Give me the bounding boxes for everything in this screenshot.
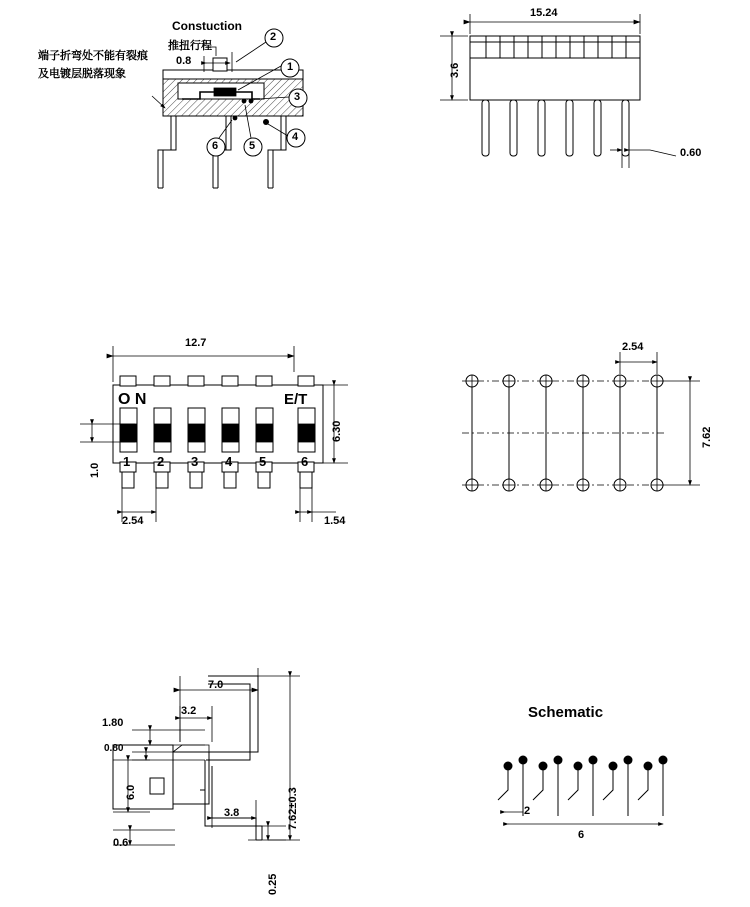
pcb-pitch-dim: 2.54 [622,341,644,353]
side-view-graphics [440,14,676,168]
callout-6: 6 [212,140,219,152]
stroke-label: 推扭行程 [168,39,212,52]
direction-label: E/T [284,391,308,408]
pin-dim-6-0: 6.0 [125,784,137,800]
callout-1: 1 [287,61,294,73]
callout-5: 5 [249,140,256,152]
construction-view-graphics [152,29,307,188]
pcb-layout-graphics [462,352,700,491]
side-view-pin-width-dim: 0.60 [680,147,702,159]
switch-number-5: 5 [259,454,267,469]
stroke-dim: 0.8 [176,55,192,67]
top-view-slider-dim: 1.0 [89,462,101,478]
callout-2: 2 [270,31,277,43]
switch-number-6: 6 [301,454,309,469]
schematic-pin-label: 2 [524,805,531,817]
pin-dim-3-8: 3.8 [224,807,240,819]
pin-detail-graphics [113,668,300,845]
on-label: O N [118,391,147,408]
top-view-pitch-dim: 2.54 [122,515,144,527]
switch-number-3: 3 [191,454,199,469]
top-view-edge-dim: 1.54 [324,515,346,527]
top-view-height-dim: 6.30 [331,420,343,442]
pin-dim-0-6: 0.6 [113,837,129,849]
pin-dim-3-2: 3.2 [181,705,197,717]
pin-dim-0-80: 0.80 [104,743,124,754]
construction-title: Constuction [172,19,242,33]
top-view-graphics [80,346,348,522]
switch-number-1: 1 [123,454,131,469]
top-view-width-dim: 12.7 [185,337,207,349]
schematic-title: Schematic [528,704,604,721]
pin-dim-7-0: 7.0 [208,679,224,691]
side-view-height-dim: 3.6 [449,62,461,78]
switch-number-2: 2 [157,454,165,469]
switch-number-4: 4 [225,454,233,469]
pin-dim-0-25: 0.25 [267,873,279,895]
pin-dim-1-80: 1.80 [102,717,124,729]
callout-4: 4 [292,131,299,143]
pin-dim-7-62: 7.62±0.3 [287,787,299,830]
note-line-1: 端子折弯处不能有裂痕 [38,49,148,62]
side-view-width-dim: 15.24 [530,7,558,19]
callout-3: 3 [294,91,301,103]
note-line-2: 及电镀层脱落现象 [38,67,126,80]
pcb-row-space-dim: 7.62 [701,426,713,448]
schematic-count-label: 6 [578,829,585,841]
